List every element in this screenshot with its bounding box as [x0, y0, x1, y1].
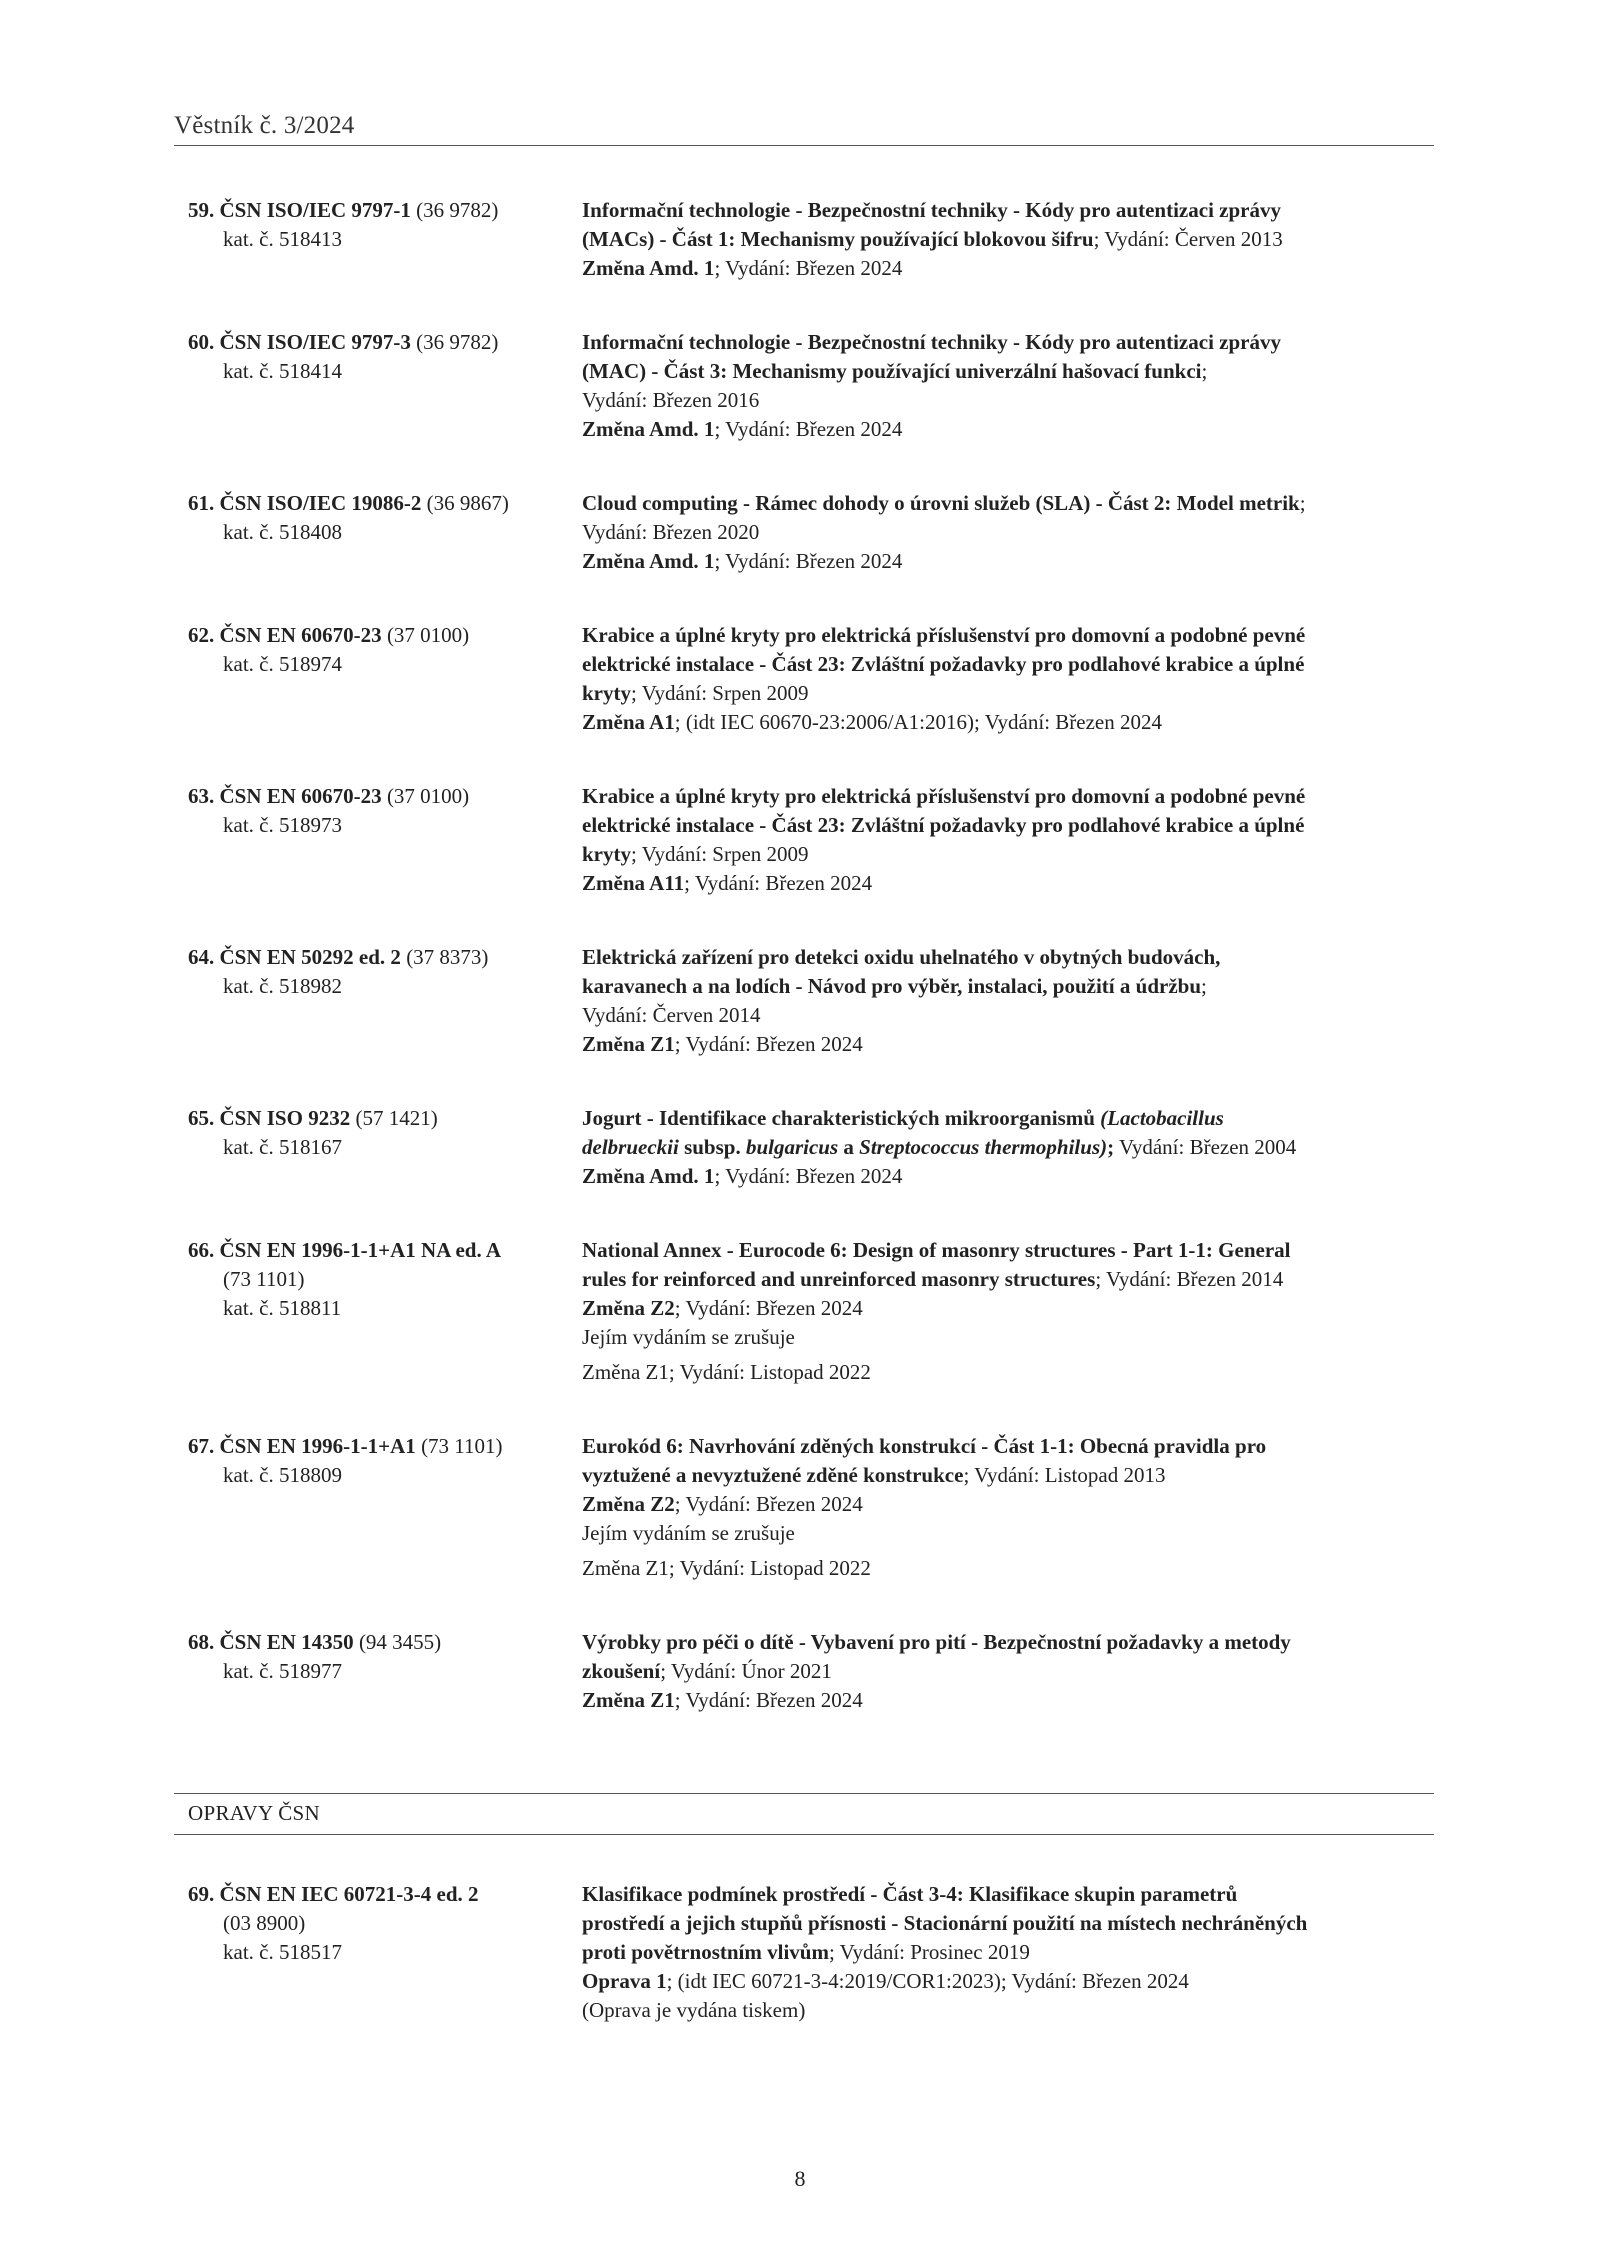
punctuation: ; [1107, 1135, 1115, 1159]
issue-date: Vydání: Březen 2016 [582, 388, 760, 412]
list-item [174, 328, 1434, 444]
list-item [174, 782, 1434, 898]
classification-code: (73 1101) [421, 1434, 503, 1458]
standard-description [582, 1236, 1434, 1387]
issue-date: ; Vydání: Březen 2014 [1095, 1267, 1284, 1291]
species-name: delbrueckii [582, 1135, 679, 1159]
punctuation: ; [1299, 491, 1306, 515]
description-line: Krabice a úplné kryty pro elektrická příslušenství pro domovní a podobné pevné [582, 623, 1306, 647]
description-line: subsp. [678, 1135, 746, 1159]
punctuation: ; [1201, 359, 1208, 383]
standard-code: ČSN EN 50292 ed. 2 [219, 945, 401, 969]
description-line: Krabice a úplné kryty pro elektrická příslušenství pro domovní a podobné pevné [582, 784, 1306, 808]
description-line: Elektrická zařízení pro detekci oxidu uhelnatého v obytných budovách, [582, 945, 1221, 969]
standard-code: ČSN ISO 9232 [219, 1106, 351, 1130]
species-name: bulgaricus [745, 1135, 839, 1159]
issue-date: Vydání: Březen 2020 [582, 520, 760, 544]
entry-number: 66. [188, 1238, 215, 1262]
classification-code: (37 0100) [386, 623, 470, 647]
amendment-date: ; Vydání: Březen 2024 [714, 549, 903, 573]
standard-description [582, 489, 1434, 576]
catalog-number: kat. č. 518809 [223, 1463, 342, 1487]
catalog-number: kat. č. 518982 [223, 974, 342, 998]
entry-number: 68. [188, 1630, 215, 1654]
entry-number: 65. [188, 1106, 215, 1130]
description-line: Jogurt - Identifikace charakteristických mikroorganismů [582, 1106, 1101, 1130]
classification-code: (37 8373) [406, 945, 489, 969]
standard-description [582, 1104, 1434, 1191]
issue-date: ; Vydání: Prosinec 2019 [828, 1940, 1030, 1964]
standard-id [174, 196, 582, 283]
list-item [174, 943, 1434, 1059]
entry-number: 61. [188, 491, 215, 515]
supersedes-note: Jejím vydáním se zrušuje [582, 1325, 795, 1349]
description-line: kryty [582, 681, 631, 705]
amendment-label: Změna Amd. 1 [582, 256, 715, 280]
amendment-label: Změna A1 [582, 710, 675, 734]
description-line: karavanech a na lodích - Návod pro výběr, instalaci, použití a údržbu [582, 974, 1201, 998]
entry-number: 59. [188, 198, 215, 222]
amendment-date: ; Vydání: Březen 2024 [684, 871, 873, 895]
catalog-number: kat. č. 518811 [223, 1296, 342, 1320]
superseded-amendment: Změna Z1; Vydání: Listopad 2022 [582, 1360, 871, 1384]
description-line: (MACs) - Část 1: Mechanismy používající blokovou šifru [582, 227, 1094, 251]
list-item [174, 621, 1434, 737]
amendment-label: Změna A11 [582, 871, 685, 895]
standard-description [582, 1628, 1434, 1715]
issue-date: ; Vydání: Srpen 2009 [631, 842, 809, 866]
catalog-number: kat. č. 518974 [223, 652, 342, 676]
description-line: rules for reinforced and unreinforced masonry structures [582, 1267, 1096, 1291]
classification-code: (36 9782) [416, 198, 499, 222]
header-divider [174, 145, 1434, 146]
correction-date: ; (idt IEC 60721-3-4:2019/COR1:2023); Vydání: Březen 2024 [666, 1969, 1189, 1993]
standard-code: ČSN EN IEC 60721-3-4 ed. 2 [219, 1882, 479, 1906]
amendment-label: Změna Amd. 1 [582, 1164, 715, 1188]
standard-code: ČSN ISO/IEC 9797-3 [219, 330, 411, 354]
issue-date: ; Vydání: Listopad 2013 [963, 1463, 1166, 1487]
amendment-date: ; (idt IEC 60670-23:2006/A1:2016); Vydání: Březen 2024 [674, 710, 1162, 734]
description-line: zkoušení [582, 1659, 661, 1683]
classification-code: (73 1101) [223, 1267, 305, 1291]
description-line: National Annex - Eurocode 6: Design of masonry structures - Part 1-1: General [582, 1238, 1291, 1262]
standard-id [174, 1880, 582, 2025]
description-line: prostředí a jejich stupňů přísnosti - Stacionární použití na místech nechráněných [582, 1911, 1308, 1935]
amendment-label: Změna Amd. 1 [582, 549, 715, 573]
species-name: Streptococcus thermophilus) [859, 1135, 1108, 1159]
standard-code: ČSN EN 1996-1-1+A1 NA ed. A [219, 1238, 501, 1262]
standard-id [174, 782, 582, 898]
standard-description [582, 943, 1434, 1059]
entry-number: 63. [188, 784, 215, 808]
standard-description [582, 328, 1434, 444]
issue-date: ; Vydání: Únor 2021 [660, 1659, 832, 1683]
list-item [174, 196, 1434, 283]
list-item [174, 1236, 1434, 1387]
description-line: Výrobky pro péči o dítě - Vybavení pro pití - Bezpečnostní požadavky a metody [582, 1630, 1291, 1654]
description-line: Klasifikace podmínek prostředí - Část 3-4: Klasifikace skupin parametrů [582, 1882, 1238, 1906]
classification-code: (94 3455) [358, 1630, 442, 1654]
amendment-date: ; Vydání: Březen 2024 [674, 1296, 863, 1320]
section-header [174, 1793, 1434, 1835]
amendment-label: Změna Z1 [582, 1032, 675, 1056]
description-line: elektrické instalace - Část 23: Zvláštní požadavky pro podlahové krabice a úplné [582, 652, 1305, 676]
amendment-date: ; Vydání: Březen 2024 [674, 1492, 863, 1516]
description-line: Informační technologie - Bezpečnostní techniky - Kódy pro autentizaci zprávy [582, 330, 1281, 354]
superseded-amendment: Změna Z1; Vydání: Listopad 2022 [582, 1556, 871, 1580]
standard-description [582, 1880, 1434, 2025]
catalog-number: kat. č. 518414 [223, 359, 342, 383]
description-line: (MAC) - Část 3: Mechanismy používající univerzální hašovací funkci [582, 359, 1202, 383]
amendment-label: Změna Amd. 1 [582, 417, 715, 441]
entry-number: 64. [188, 945, 215, 969]
amendment-date: ; Vydání: Březen 2024 [714, 1164, 903, 1188]
description-line: a [838, 1135, 860, 1159]
description-line: Informační technologie - Bezpečnostní techniky - Kódy pro autentizaci zprávy [582, 198, 1281, 222]
standard-code: ČSN EN 60670-23 [219, 623, 382, 647]
issue-date: Vydání: Červen 2014 [582, 1003, 761, 1027]
page-number: 8 [794, 2166, 806, 2191]
list-item [174, 1628, 1434, 1715]
standard-id [174, 1236, 582, 1387]
catalog-number: kat. č. 518973 [223, 813, 342, 837]
issue-date: ; Vydání: Srpen 2009 [631, 681, 809, 705]
issue-date: ; Vydání: Červen 2013 [1093, 227, 1283, 251]
catalog-number: kat. č. 518413 [223, 227, 342, 251]
standard-description [582, 1432, 1434, 1583]
standard-code: ČSN EN 1996-1-1+A1 [219, 1434, 416, 1458]
print-note: (Oprava je vydána tiskem) [582, 1998, 806, 2022]
list-item [174, 489, 1434, 576]
amendment-label: Změna Z2 [582, 1492, 675, 1516]
list-item [174, 1104, 1434, 1191]
amendment-date: ; Vydání: Březen 2024 [714, 417, 903, 441]
standard-id [174, 328, 582, 444]
standard-code: ČSN EN 60670-23 [219, 784, 382, 808]
standard-code: ČSN ISO/IEC 19086-2 [219, 491, 422, 515]
description-line: kryty [582, 842, 631, 866]
standard-code: ČSN EN 14350 [219, 1630, 354, 1654]
section-title: OPRAVY ČSN [188, 1801, 320, 1825]
punctuation: ; [1201, 974, 1207, 998]
classification-code: (03 8900) [223, 1911, 306, 1935]
amendment-date: ; Vydání: Březen 2024 [674, 1688, 863, 1712]
classification-code: (37 0100) [386, 784, 470, 808]
entry-number: 67. [188, 1434, 215, 1458]
catalog-number: kat. č. 518977 [223, 1659, 342, 1683]
catalog-number: kat. č. 518167 [223, 1135, 342, 1159]
description-line: Cloud computing - Rámec dohody o úrovni služeb (SLA) - Část 2: Model metrik [582, 491, 1300, 515]
corrections-list [174, 1880, 1434, 2025]
standard-id [174, 1432, 582, 1583]
standard-id [174, 943, 582, 1059]
classification-code: (57 1421) [355, 1106, 438, 1130]
standard-id [174, 1104, 582, 1191]
page-header-title: Věstník č. 3/2024 [174, 112, 355, 139]
issue-date: Vydání: Březen 2004 [1114, 1135, 1297, 1159]
description-line: elektrické instalace - Část 23: Zvláštní požadavky pro podlahové krabice a úplné [582, 813, 1305, 837]
description-line: Eurokód 6: Navrhování zděných konstrukcí - Část 1-1: Obecná pravidla pro [582, 1434, 1267, 1458]
standard-id [174, 489, 582, 576]
list-item [174, 1432, 1434, 1583]
supersedes-note: Jejím vydáním se zrušuje [582, 1521, 795, 1545]
catalog-number: kat. č. 518517 [223, 1940, 342, 1964]
standard-id [174, 621, 582, 737]
entry-number: 62. [188, 623, 215, 647]
entry-number: 69. [188, 1882, 215, 1906]
classification-code: (36 9867) [426, 491, 509, 515]
description-line: vyztužené a nevyztužené zděné konstrukce [582, 1463, 964, 1487]
amendment-date: ; Vydání: Březen 2024 [714, 256, 903, 280]
standard-id [174, 1628, 582, 1715]
amendment-label: Změna Z1 [582, 1688, 675, 1712]
amendment-date: ; Vydání: Březen 2024 [674, 1032, 863, 1056]
standards-list [174, 196, 1434, 1715]
correction-label: Oprava 1 [582, 1969, 667, 1993]
entry-number: 60. [188, 330, 215, 354]
standard-description [582, 196, 1434, 283]
catalog-number: kat. č. 518408 [223, 520, 342, 544]
standard-description [582, 782, 1434, 898]
list-item [174, 1880, 1434, 2025]
description-line: proti povětrnostním vlivům [582, 1940, 829, 1964]
classification-code: (36 9782) [416, 330, 499, 354]
amendment-label: Změna Z2 [582, 1296, 675, 1320]
species-name: (Lactobacillus [1100, 1106, 1224, 1130]
standard-code: ČSN ISO/IEC 9797-1 [219, 198, 411, 222]
standard-description [582, 621, 1434, 737]
